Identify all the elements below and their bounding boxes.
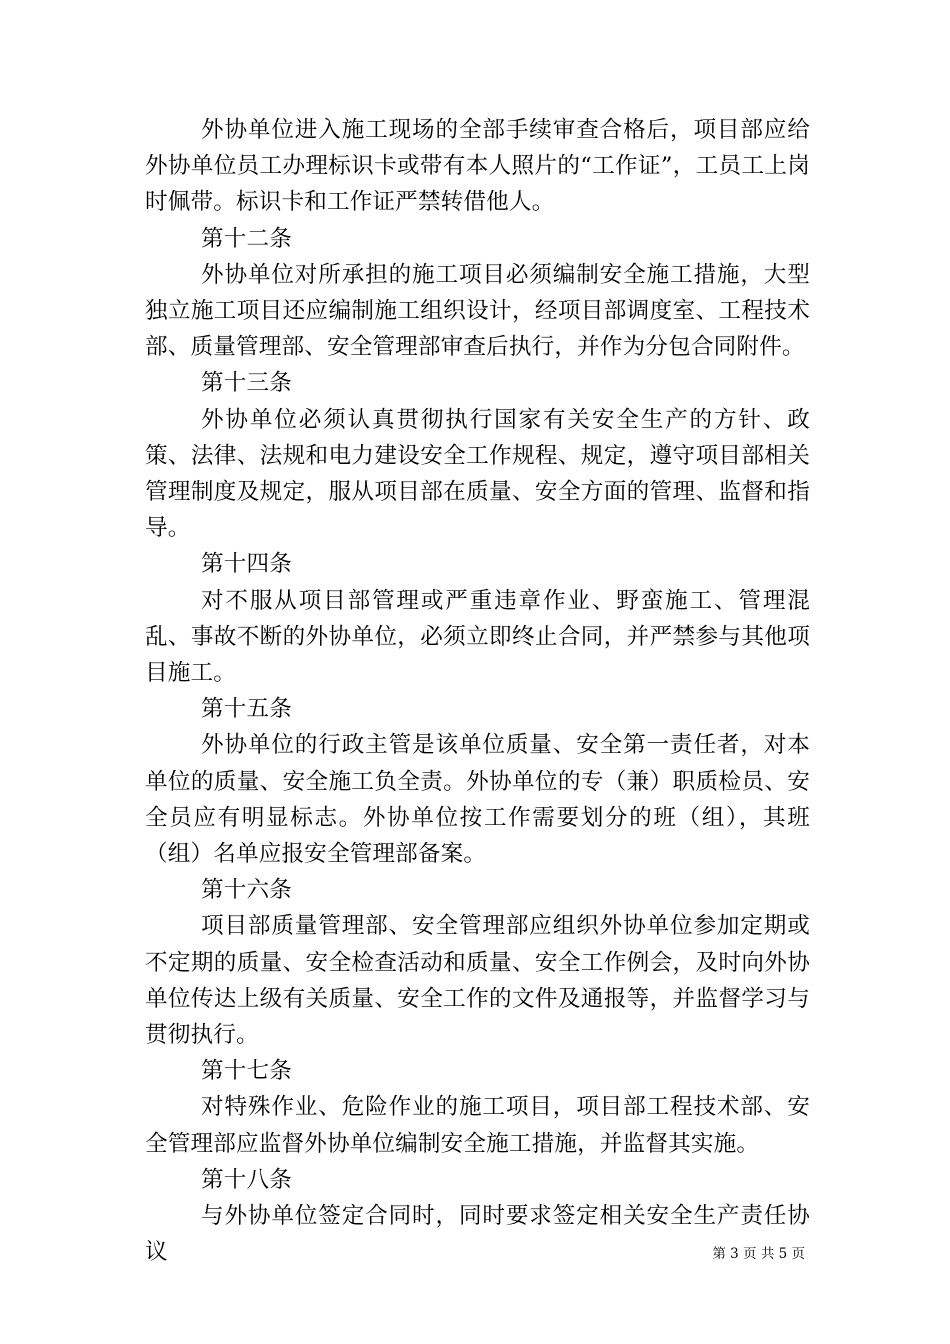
- article-heading: 第十六条: [201, 877, 292, 904]
- paragraph-body: 对特殊作业、危险作业的施工项目，项目部工程技术部、安全管理部应监督外协单位编制安全施工措施，并监督其实施。: [145, 1094, 810, 1157]
- article-heading: 第十五条: [201, 696, 292, 723]
- document-body: [145, 112, 810, 1271]
- page-number-footer: 第 3 页 共 5 页: [712, 1246, 805, 1262]
- paragraph-body: 外协单位必须认真贯彻执行国家有关安全生产的方针、政策、法律、法规和电力建设安全工作规程、规定，遵守项目部相关管理制度及规定，服从项目部在质量、安全方面的管理、监督和指导。: [145, 406, 810, 542]
- article-heading: 第十八条: [201, 1166, 292, 1193]
- paragraph-body: 外协单位的行政主管是该单位质量、安全第一责任者，对本单位的质量、安全施工负全责。外协单位的专（兼）职质检员、安全员应有明显标志。外协单位按工作需要划分的班（组），其班（组）名单应报安全管理部备案。: [145, 732, 810, 868]
- paragraph-body: 对不服从项目部管理或严重违章作业、野蛮施工、管理混乱、事故不断的外协单位，必须立即终止合同，并严禁参与其他项目施工。: [145, 587, 810, 687]
- article-heading: 第十二条: [201, 225, 292, 252]
- article-heading: 第十四条: [201, 551, 292, 578]
- paragraph-body: 外协单位对所承担的施工项目必须编制安全施工措施，大型独立施工项目还应编制施工组织设计，经项目部调度室、工程技术部、质量管理部、安全管理部审查后执行，并作为分包合同附件。: [145, 261, 810, 361]
- paragraph-body: 项目部质量管理部、安全管理部应组织外协单位参加定期或不定期的质量、安全检查活动和质量、安全工作例会，及时向外协单位传达上级有关质量、安全工作的文件及通报等，并监督学习与贯彻执行。: [145, 913, 810, 1049]
- article-heading: 第十三条: [201, 370, 292, 397]
- article-heading: 第十七条: [201, 1058, 292, 1085]
- paragraph-body: 外协单位进入施工现场的全部手续审查合格后，项目部应给外协单位员工办理标识卡或带有本人照片的“工作证”，工员工上岗时佩带。标识卡和工作证严禁转借他人。: [145, 117, 810, 216]
- paragraph-body: 与外协单位签定合同时，同时要求签定相关安全生产责任协议: [145, 1203, 810, 1266]
